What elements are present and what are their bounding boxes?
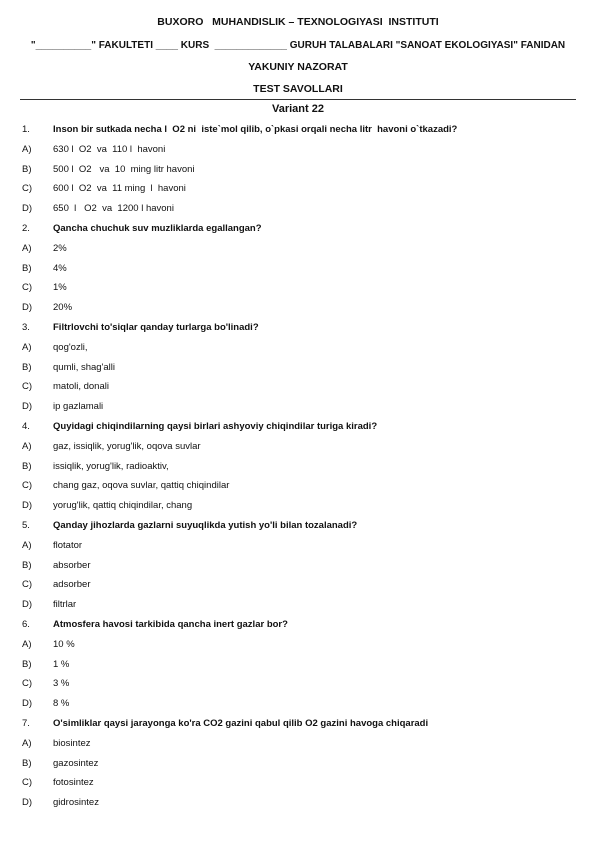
- institute-title: BUXORO MUHANDISLIK – TEXNOLOGIYASI INSTITUTI: [157, 16, 439, 28]
- question-row: [0, 619, 596, 633]
- option-label: D): [22, 302, 33, 314]
- question-text: Quyidagi chiqindilarning qaysi birlari ashyoviy chiqindilar turiga kiradi?: [53, 421, 378, 432]
- option-text: 1%: [53, 282, 67, 294]
- option-label: B): [22, 460, 32, 472]
- option-text: 650 l O2 va 1200 l havoni: [53, 203, 174, 215]
- option-text: adsorber: [53, 579, 91, 591]
- option-text: 4%: [53, 262, 67, 274]
- option-label: A): [22, 737, 32, 749]
- question-number: 2.: [22, 223, 30, 234]
- option-text: yorug'lik, qattiq chiqindilar, chang: [53, 500, 193, 512]
- option-row: [0, 797, 596, 811]
- option-row: [0, 698, 596, 712]
- question-row: [0, 124, 596, 138]
- option-text: gazosintez: [53, 757, 99, 769]
- option-row: [0, 560, 596, 574]
- option-row: [0, 461, 596, 475]
- option-text: qumli, shag'alli: [53, 361, 116, 373]
- option-label: A): [22, 341, 32, 353]
- option-row: [0, 401, 596, 415]
- option-text: gaz, issiqlik, yorug'lik, oqova suvlar: [53, 440, 201, 452]
- question-text: Inson bir sutkada necha l O2 ni iste`mol qilib, o`pkasi orqali necha litr havoni o`tkazadi?: [53, 124, 458, 135]
- option-text: 1 %: [53, 658, 70, 670]
- question-text: Qanday jihozlarda gazlarni suyuqlikda yutish yo'li bilan tozalanadi?: [53, 520, 358, 531]
- option-text: qog'ozli,: [53, 341, 88, 353]
- option-label: D): [22, 698, 33, 710]
- option-row: [0, 243, 596, 257]
- option-label: D): [22, 203, 33, 215]
- option-row: [0, 659, 596, 673]
- variant-title: Variant 22: [272, 103, 324, 115]
- option-text: filtrlar: [53, 599, 77, 611]
- option-label: A): [22, 440, 32, 452]
- option-label: B): [22, 757, 32, 769]
- option-row: [0, 144, 596, 158]
- option-text: 600 l O2 va 11 ming l havoni: [53, 183, 186, 195]
- option-row: [0, 777, 596, 791]
- option-label: C): [22, 480, 33, 492]
- option-label: A): [22, 539, 32, 551]
- question-text: Filtrlovchi to'siqlar qanday turlarga bo'linadi?: [53, 322, 259, 333]
- option-text: 8 %: [53, 698, 70, 710]
- option-row: [0, 599, 596, 613]
- option-label: D): [22, 401, 33, 413]
- question-row: [0, 421, 596, 435]
- option-row: [0, 639, 596, 653]
- option-label: C): [22, 678, 33, 690]
- faculty-line: "__________" FAKULTETI ____ KURS _____________ GURUH TALABALARI "SANOAT EKOLOGIYASI" FANIDAN: [30, 40, 566, 51]
- question-number: 1.: [22, 124, 30, 135]
- option-text: flotator: [53, 539, 83, 551]
- option-row: [0, 381, 596, 395]
- option-text: 630 l O2 va 110 l havoni: [53, 143, 166, 155]
- question-text: Qancha chuchuk suv muzliklarda egallangan?: [53, 223, 262, 234]
- option-row: [0, 164, 596, 178]
- question-text: O'simliklar qaysi jarayonga ko'ra CO2 gazini qabul qilib O2 gazini havoga chiqaradi: [53, 718, 429, 729]
- option-label: A): [22, 143, 32, 155]
- option-label: D): [22, 599, 33, 611]
- option-label: D): [22, 797, 33, 809]
- option-label: B): [22, 163, 32, 175]
- question-number: 6.: [22, 619, 30, 630]
- option-label: C): [22, 777, 33, 789]
- option-row: [0, 263, 596, 277]
- question-row: [0, 520, 596, 534]
- option-label: A): [22, 638, 32, 650]
- option-row: [0, 362, 596, 376]
- option-text: issiqlik, yorug'lik, radioaktiv,: [53, 460, 169, 472]
- option-label: C): [22, 282, 33, 294]
- option-label: B): [22, 361, 32, 373]
- option-text: chang gaz, oqova suvlar, qattiq chiqindilar: [53, 480, 230, 492]
- option-row: [0, 579, 596, 593]
- question-row: [0, 322, 596, 336]
- option-label: B): [22, 262, 32, 274]
- option-row: [0, 342, 596, 356]
- option-label: D): [22, 500, 33, 512]
- option-row: [0, 738, 596, 752]
- option-text: matoli, donali: [53, 381, 109, 393]
- option-text: 3 %: [53, 678, 70, 690]
- option-text: 10 %: [53, 638, 75, 650]
- option-text: 500 l O2 va 10 ming litr havoni: [53, 163, 195, 175]
- option-text: biosintez: [53, 737, 91, 749]
- option-row: [0, 441, 596, 455]
- question-text: Atmosfera havosi tarkibida qancha inert gazlar bor?: [53, 619, 288, 630]
- option-row: [0, 183, 596, 197]
- option-text: 20%: [53, 302, 73, 314]
- option-label: C): [22, 579, 33, 591]
- option-row: [0, 203, 596, 217]
- option-text: 2%: [53, 242, 67, 254]
- option-row: [0, 758, 596, 772]
- option-text: gidrosintez: [53, 797, 99, 809]
- test-subtitle: TEST SAVOLLARI: [253, 83, 343, 95]
- option-row: [0, 302, 596, 316]
- question-number: 7.: [22, 718, 30, 729]
- question-number: 5.: [22, 520, 30, 531]
- exam-title: YAKUNIY NAZORAT: [248, 61, 348, 73]
- question-number: 3.: [22, 322, 30, 333]
- option-row: [0, 540, 596, 554]
- option-label: C): [22, 381, 33, 393]
- option-label: B): [22, 559, 32, 571]
- header-divider: [20, 99, 576, 100]
- option-label: B): [22, 658, 32, 670]
- option-label: A): [22, 242, 32, 254]
- option-row: [0, 500, 596, 514]
- option-text: ip gazlamali: [53, 401, 104, 413]
- option-text: absorber: [53, 559, 91, 571]
- option-row: [0, 480, 596, 494]
- question-row: [0, 718, 596, 732]
- question-row: [0, 223, 596, 237]
- option-row: [0, 678, 596, 692]
- option-row: [0, 282, 596, 296]
- option-label: C): [22, 183, 33, 195]
- option-text: fotosintez: [53, 777, 94, 789]
- question-number: 4.: [22, 421, 30, 432]
